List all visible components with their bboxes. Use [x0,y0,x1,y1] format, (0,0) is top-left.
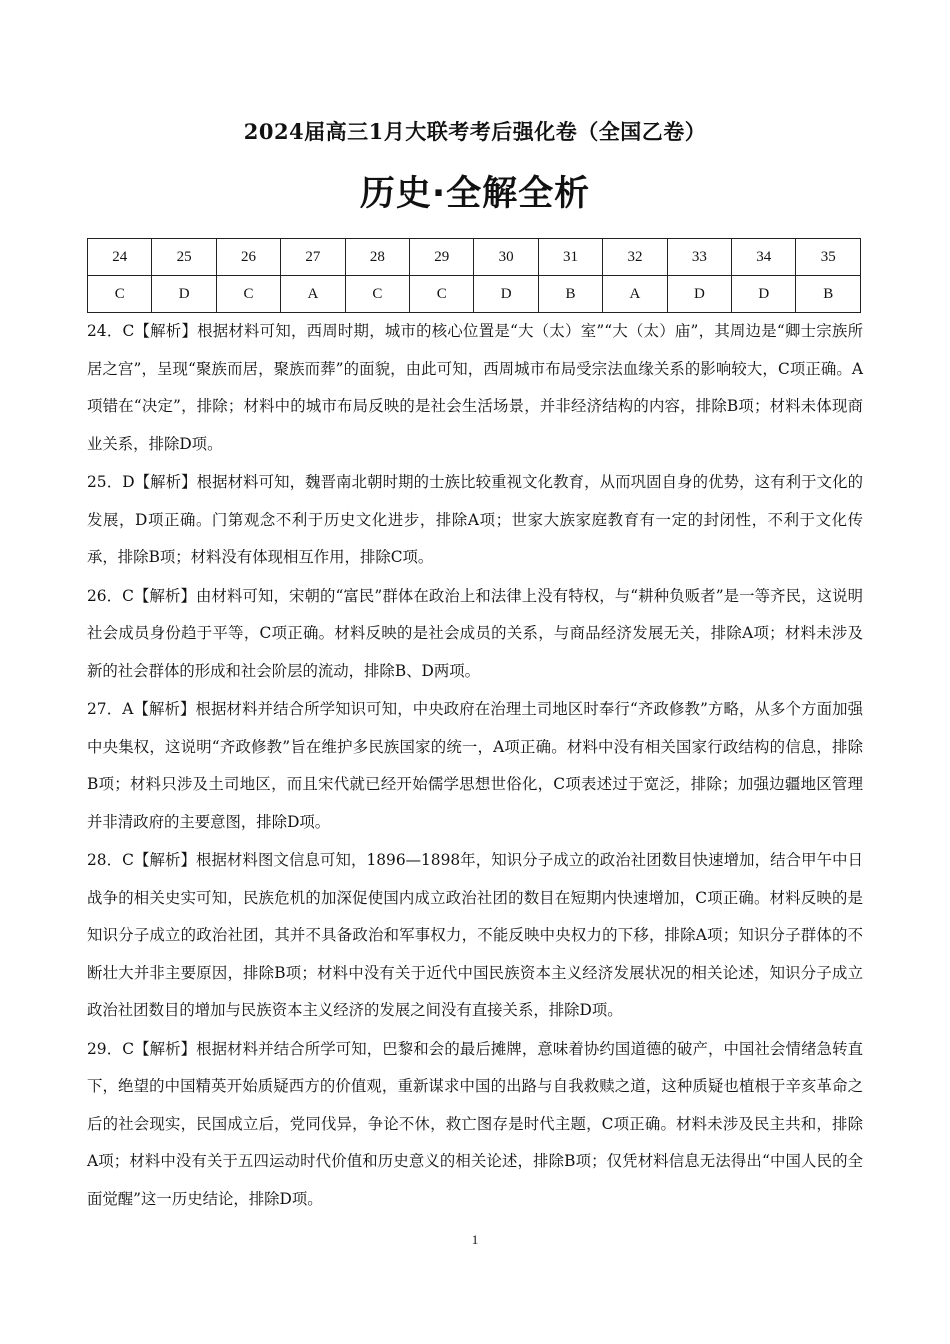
document-title: 2024届高三1月大联考考后强化卷（全国乙卷） [243,119,707,144]
question-number-cell: 30 [474,239,538,276]
analysis-q26: 26．C【解析】由材料可知，宋朝的“富民”群体在政治上和法律上没有特权，与“耕种负贩者”是一等齐民，这说明社会成员身份趋于平等，C项正确。材料反映的是社会成员的关系，与商品经济发展无关，排除A项；材料未涉及新的社会群体的形成和社会阶层的流动，排除B、D两项。 [87,586,863,680]
answer-cell: D [667,276,731,313]
analysis-q27: 27．A【解析】根据材料并结合所学知识可知，中央政府在治理土司地区时奉行“齐政修教”方略，从多个方面加强中央集权，这说明“齐政修教”旨在维护多民族国家的统一，A项正确。材料中没有相关国家行政结构的信息，排除B项；材料只涉及土司地区，而且宋代就已经开始儒学思想世俗化，C项表述过于宽泛，排除；加强边疆地区管理并非清政府的主要意图，排除D项。 [87,700,863,831]
question-number-cell: 34 [732,239,796,276]
answer-cell: C [216,276,280,313]
answer-cell: B [538,276,602,313]
analysis-q24: 24．C【解析】根据材料可知，西周时期，城市的核心位置是“大（太）室”“大（太）庙”，其周边是“卿士宗族所居之宫”，呈现“聚族而居，聚族而葬”的面貌，由此可知，西周城市布局受宗法血缘关系的影响较大，C项正确。A项错在“决定”，排除；材料中的城市布局反映的是社会生活场景，并非经济结构的内容，排除B项；材料未体现商业关系，排除D项。 [87,322,863,453]
question-number-cell: 35 [796,239,861,276]
answer-row [88,276,861,313]
question-number-row [88,239,861,276]
question-number-cell: 27 [281,239,345,276]
question-number-cell: 32 [603,239,667,276]
question-number-cell: 33 [667,239,731,276]
analysis-q28: 28．C【解析】根据材料图文信息可知，1896—1898年，知识分子成立的政治社团数目快速增加，结合甲午中日战争的相关史实可知，民族危机的加深促使国内成立政治社团的数目在短期内快速增加，C项正确。材料反映的是知识分子成立的政治社团，其并不具备政治和军事权力，不能反映中央权力的下移，排除A项；知识分子群体的不断壮大并非主要原因，排除B项；材料中没有关于近代中国民族资本主义经济发展状况的相关论述，知识分子成立政治社团数目的增加与民族资本主义经济的发展之间没有直接关系，排除D项。 [87,851,863,1019]
question-number-cell: 26 [216,239,280,276]
question-number-cell: 31 [538,239,602,276]
document-subtitle: 历史·全解全析 [359,174,591,214]
question-number-cell: 29 [410,239,474,276]
analysis-section [87,313,863,1219]
question-number-cell: 25 [152,239,216,276]
answer-cell: D [732,276,796,313]
page-number: 1 [471,1232,479,1247]
question-number-cell: 24 [88,239,152,276]
answer-cell: A [603,276,667,313]
answer-cell: C [345,276,409,313]
answer-cell: C [410,276,474,313]
question-number-cell: 28 [345,239,409,276]
answer-table [87,238,861,313]
answer-cell: D [474,276,538,313]
answer-cell: A [281,276,345,313]
answer-cell: C [88,276,152,313]
analysis-q25: 25．D【解析】根据材料可知，魏晋南北朝时期的士族比较重视文化教育，从而巩固自身的优势，这有利于文化的发展，D项正确。门第观念不利于历史文化进步，排除A项；世家大族家庭教育有一定的封闭性，不利于文化传承，排除B项；材料没有体现相互作用，排除C项。 [87,473,863,566]
answer-cell: D [152,276,216,313]
analysis-q29: 29．C【解析】根据材料并结合所学可知，巴黎和会的最后摊牌，意味着协约国道德的破产，中国社会情绪急转直下，绝望的中国精英开始质疑西方的价值观，重新谋求中国的出路与自我救赎之道，这种质疑也植根于辛亥革命之后的社会现实，民国成立后，党同伐异，争论不休，救亡图存是时代主题，C项正确。材料未涉及民主共和，排除A项；材料中没有关于五四运动时代价值和历史意义的相关论述，排除B项；仅凭材料信息无法得出“中国人民的全面觉醒”这一历史结论，排除D项。 [87,1039,863,1208]
answer-cell: B [796,276,861,313]
